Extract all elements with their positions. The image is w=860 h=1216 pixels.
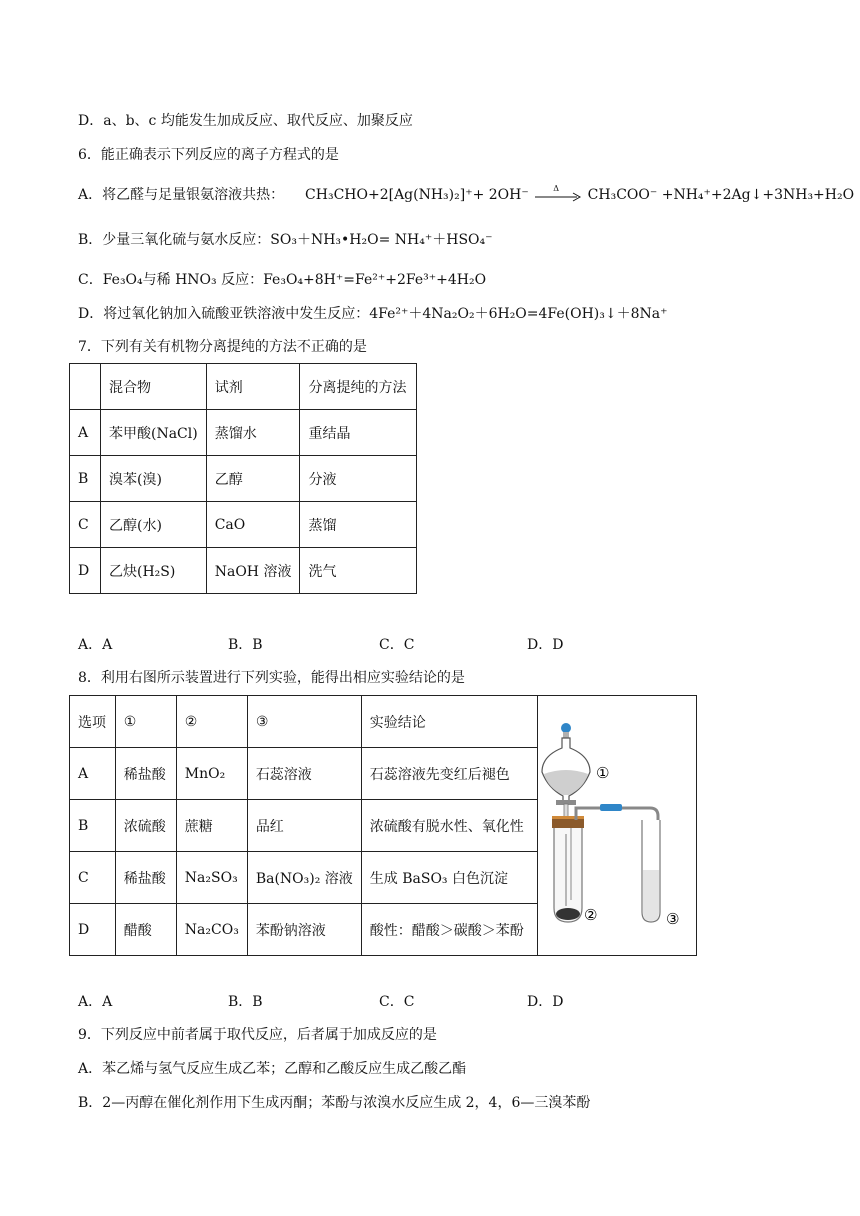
apparatus-figure-cell xyxy=(537,696,696,956)
table-header-cell: ① xyxy=(115,696,176,748)
q9-stem: 9．下列反应中前者属于取代反应，后者属于加成反应的是 xyxy=(78,1027,437,1043)
table-cell: 石蕊溶液先变红后褪色 xyxy=(361,748,537,800)
table-row xyxy=(70,548,417,594)
table-header-cell: 试剂 xyxy=(206,364,300,410)
table-cell: CaO xyxy=(206,502,300,548)
table-cell: C xyxy=(70,502,101,548)
q7-option-b: B．B xyxy=(228,637,263,653)
table-cell: NaOH 溶液 xyxy=(206,548,300,594)
table-cell: 苯甲酸(NaCl) xyxy=(101,410,207,456)
q8-option-c: C．C xyxy=(379,994,415,1010)
table-header-cell: 分离提纯的方法 xyxy=(300,364,417,410)
table-cell: 蔗糖 xyxy=(176,800,247,852)
table-cell: C xyxy=(70,852,116,904)
q7-stem: 7．下列有关有机物分离提纯的方法不正确的是 xyxy=(78,339,367,355)
table-cell: B xyxy=(70,456,101,502)
reaction-arrow xyxy=(533,184,583,202)
q9-option-a: A．苯乙烯与氢气反应生成乙苯；乙醇和乙酸反应生成乙酸乙酯 xyxy=(78,1061,467,1077)
table-cell: 浓硫酸 xyxy=(115,800,176,852)
q6-option-a xyxy=(78,185,854,205)
apparatus-figure xyxy=(538,700,696,952)
table-cell: 苯酚钠溶液 xyxy=(247,904,361,956)
table-cell: 溴苯(溴) xyxy=(101,456,207,502)
q6-option-c: C．Fe₃O₄与稀 HNO₃ 反应：Fe₃O₄+8H⁺=Fe²⁺+2Fe³⁺+4H₂O xyxy=(78,272,487,288)
table-cell: B xyxy=(70,800,116,852)
q8-option-a: A．A xyxy=(78,994,113,1010)
q6-stem: 6．能正确表示下列反应的离子方程式的是 xyxy=(78,147,339,163)
table-cell: 蒸馏 xyxy=(300,502,417,548)
q7-options xyxy=(78,634,638,654)
table-cell: MnO₂ xyxy=(176,748,247,800)
q7-option-d: D．D xyxy=(527,637,564,653)
q9-option-b: B．2—丙醇在催化剂作用下生成丙酮；苯酚与浓溴水反应生成 2，4，6—三溴苯酚 xyxy=(78,1095,591,1111)
figure-label: ③ xyxy=(665,909,680,928)
q6-a-rhs: CH₃COO⁻ +NH₄⁺+2Ag↓+3NH₃+H₂O xyxy=(587,187,855,203)
table-header-cell: 选项 xyxy=(70,696,116,748)
table-cell: Ba(NO₃)₂ 溶液 xyxy=(247,852,361,904)
table-header-cell: 混合物 xyxy=(101,364,207,410)
q8-stem: 8．利用右图所示装置进行下列实验，能得出相应实验结论的是 xyxy=(78,670,465,686)
q6-a-prefix: A．将乙醛与足量银氨溶液共热： xyxy=(78,187,285,203)
table-header-row xyxy=(70,696,697,748)
q7-option-a: A．A xyxy=(78,637,113,653)
table-cell: 洗气 xyxy=(300,548,417,594)
q5-option-d: D．a、b、c 均能发生加成反应、取代反应、加聚反应 xyxy=(78,113,413,129)
table-cell: 乙醇(水) xyxy=(101,502,207,548)
table-cell: 乙醇 xyxy=(206,456,300,502)
q8-option-b: B．B xyxy=(228,994,263,1010)
table-cell: 蒸馏水 xyxy=(206,410,300,456)
q6-option-d: D．将过氧化钠加入硫酸亚铁溶液中发生反应：4Fe²⁺＋4Na₂O₂＋6H₂O=4Fe(OH)₃↓＋8Na⁺ xyxy=(78,306,668,322)
table-cell: 重结晶 xyxy=(300,410,417,456)
table-cell: 品红 xyxy=(247,800,361,852)
table-cell: 乙炔(H₂S) xyxy=(101,548,207,594)
table-row xyxy=(70,410,417,456)
table-cell: 稀盐酸 xyxy=(115,748,176,800)
heat-condition: Δ xyxy=(553,184,559,193)
table-header-row xyxy=(70,364,417,410)
table-cell: Na₂SO₃ xyxy=(176,852,247,904)
q6-option-b: B．少量三氧化硫与氨水反应：SO₃＋NH₃•H₂O= NH₄⁺＋HSO₄⁻ xyxy=(78,232,493,248)
table-header-cell: ② xyxy=(176,696,247,748)
table-cell: 酸性：醋酸＞碳酸＞苯酚 xyxy=(361,904,537,956)
table-cell: 稀盐酸 xyxy=(115,852,176,904)
table-header-cell xyxy=(70,364,101,410)
table-cell: A xyxy=(70,410,101,456)
table-row xyxy=(70,502,417,548)
figure-label: ① xyxy=(595,763,610,782)
table-header-cell: ③ xyxy=(247,696,361,748)
figure-label: ② xyxy=(583,905,598,924)
table-row xyxy=(70,456,417,502)
table-cell: Na₂CO₃ xyxy=(176,904,247,956)
q7-option-c: C．C xyxy=(379,637,415,653)
table-header-cell: 实验结论 xyxy=(361,696,537,748)
table-cell: 生成 BaSO₃ 白色沉淀 xyxy=(361,852,537,904)
table-cell: D xyxy=(70,904,116,956)
table-cell: 石蕊溶液 xyxy=(247,748,361,800)
q8-options xyxy=(78,991,638,1011)
q8-option-d: D．D xyxy=(527,994,564,1010)
table-cell: 醋酸 xyxy=(115,904,176,956)
q7-table xyxy=(69,363,417,594)
table-cell: D xyxy=(70,548,101,594)
q6-a-lhs: CH₃CHO+2[Ag(NH₃)₂]⁺+ 2OH⁻ xyxy=(305,187,529,203)
q8-table xyxy=(69,695,697,956)
table-cell: 分液 xyxy=(300,456,417,502)
table-cell: 浓硫酸有脱水性、氧化性 xyxy=(361,800,537,852)
table-cell: A xyxy=(70,748,116,800)
